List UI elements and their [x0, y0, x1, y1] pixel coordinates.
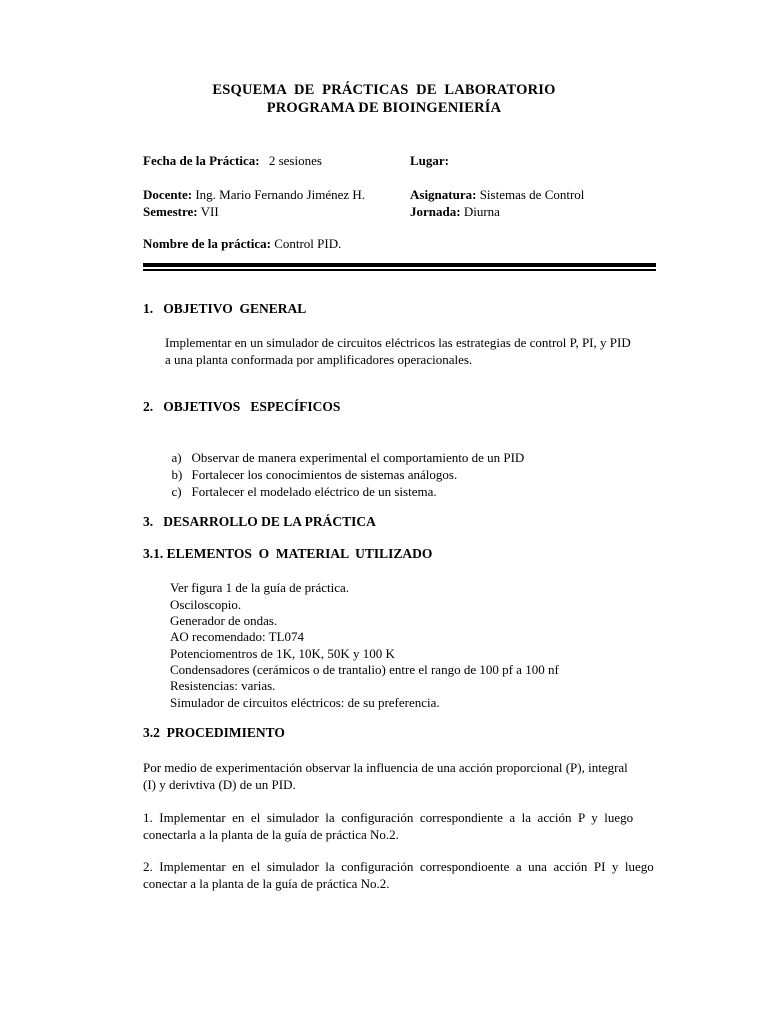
- jornada-label: Jornada:: [410, 204, 461, 219]
- procedimiento-step2-line2: conectar a la planta de la guía de práctica No.2.: [143, 876, 390, 891]
- objetivo-text: Fortalecer el modelado eléctrico de un sistema.: [191, 484, 437, 499]
- objetivo-text: Observar de manera experimental el comportamiento de un PID: [191, 450, 525, 465]
- objetivo-item: [165, 466, 437, 500]
- jornada-value: Diurna: [463, 204, 500, 219]
- asignatura-field: [410, 187, 584, 203]
- subsection-heading-procedimiento: 3.2 PROCEDIMIENTO: [143, 725, 285, 740]
- procedimiento-intro-line1: Por medio de experimentación observar la influencia de una acción proporcional (P), integral: [143, 760, 628, 775]
- fecha-label: Fecha de la Práctica:: [143, 153, 260, 168]
- semestre-field: [143, 204, 219, 220]
- material-item: AO recomendado: TL074: [170, 629, 305, 644]
- material-item: Condensadores (cerámicos o de trantalio) entre el rango de 100 pf a 100 nf: [170, 662, 559, 677]
- lugar-field: [410, 153, 449, 169]
- section-heading-objetivo-general: 1. OBJETIVO GENERAL: [143, 301, 307, 316]
- fecha-field: [143, 153, 322, 169]
- semestre-value: VII: [200, 204, 219, 219]
- procedimiento-intro-line2: (I) y derivtiva (D) de un PID.: [143, 777, 296, 792]
- material-item: Ver figura 1 de la guía de práctica.: [170, 580, 350, 595]
- nombre-practica-label: Nombre de la práctica:: [143, 236, 271, 251]
- objetivo-marker: c): [171, 484, 182, 499]
- subsection-heading-elementos: 3.1. ELEMENTOS O MATERIAL UTILIZADO: [143, 546, 433, 561]
- jornada-field: [410, 204, 500, 220]
- nombre-practica-field: [143, 236, 341, 252]
- objetivo-marker: a): [171, 450, 182, 465]
- material-item: Potenciomentros de 1K, 10K, 50K y 100 K: [170, 646, 395, 661]
- objetivo-marker: b): [171, 467, 183, 482]
- nombre-practica-value: Control PID.: [274, 236, 342, 251]
- procedimiento-step1-line2: conectarla a la planta de la guía de práctica No.2.: [143, 827, 399, 842]
- material-item: Osciloscopio.: [170, 597, 242, 612]
- docente-field: [143, 187, 365, 203]
- material-item: Simulador de circuitos eléctricos: de su preferencia.: [170, 695, 440, 710]
- material-item: Generador de ondas.: [170, 613, 278, 628]
- fecha-value: 2 sesiones: [268, 153, 322, 168]
- divider-thin: [143, 269, 656, 271]
- material-item: Resistencias: varias.: [170, 678, 276, 693]
- document-title-line1: ESQUEMA DE PRÁCTICAS DE LABORATORIO: [212, 82, 556, 98]
- objetivo-general-line2: a una planta conformada por amplificadores operacionales.: [165, 352, 473, 367]
- semestre-label: Semestre:: [143, 204, 198, 219]
- lugar-label: Lugar:: [410, 153, 449, 168]
- divider-thick: [143, 263, 656, 267]
- objetivo-text: Fortalecer los conocimientos de sistemas análogos.: [191, 467, 458, 482]
- docente-label: Docente:: [143, 187, 193, 202]
- procedimiento-step1-line1: 1. Implementar en el simulador la configuración correspondiente a la acción P y luego: [143, 810, 634, 825]
- asignatura-value: Sistemas de Control: [479, 187, 585, 202]
- procedimiento-step2-line1: 2. Implementar en el simulador la configuración correspondioente a una acción PI y luego: [143, 859, 654, 874]
- asignatura-label: Asignatura:: [410, 187, 477, 202]
- section-heading-objetivos-especificos: 2. OBJETIVOS ESPECÍFICOS: [143, 399, 341, 414]
- objetivo-general-line1: Implementar en un simulador de circuitos eléctricos las estrategias de control P, PI, y PID: [165, 335, 631, 350]
- document-title-line2: PROGRAMA DE BIOINGENIERÍA: [266, 100, 502, 116]
- docente-value: Ing. Mario Fernando Jiménez H.: [195, 187, 366, 202]
- section-heading-desarrollo: 3. DESARROLLO DE LA PRÁCTICA: [143, 514, 376, 529]
